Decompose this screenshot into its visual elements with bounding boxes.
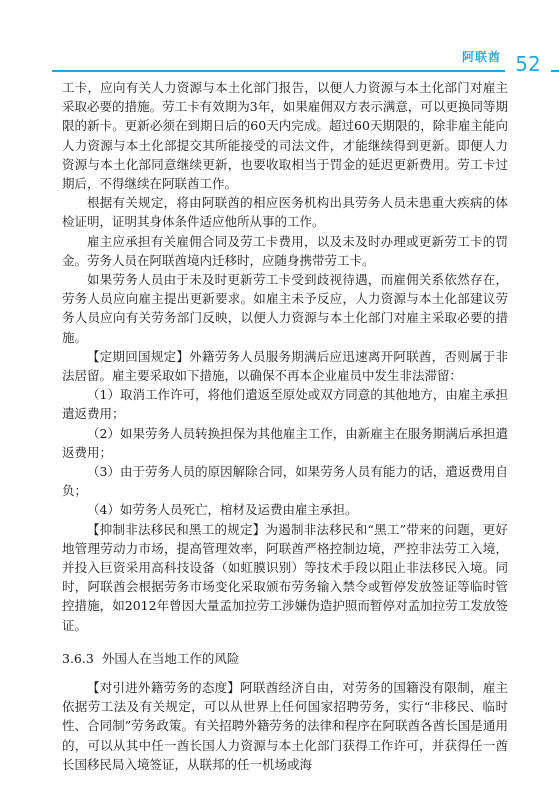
header-rule: [52, 70, 559, 72]
paragraph: 【对引进外籍劳务的态度】阿联酋经济自由，对劳务的国籍没有限制，雇主依据劳工法及有关规定，可以从世界上任何国家招聘劳务，实行“非移民、临时性、合同制”劳务政策。有关招聘外籍劳务的法律和程序在阿联酋各酋长国是通用的，可以从其中任一酋长国人力资源与本土化部门获得工作许可，并获得任一酋长国移民局入境签证，从联邦的任一机场或海: [62, 679, 508, 772]
paragraph: （1）取消工作许可，将他们遣返至原处或双方同意的其他地方，由雇主承担遣返费用；: [62, 387, 508, 422]
paragraph: 根据有关规定，将由阿联酋的相应医务机构出具劳务人员未患重大疾病的体检证明，证明其身体条件适应他所从事的工作。: [62, 195, 508, 230]
paragraph: （4）如劳务人员死亡，棺材及运费由雇主承担。: [87, 502, 358, 518]
paragraph: 如果劳务人员由于未及时更新劳工卡受到歧视待遇，而雇佣关系依然存在，劳务人员应向雇主提出更新要求。如雇主未予反应，人力资源与本土化部建议劳务人员应向有关劳务部门反映，以便人力资源与本土化部门对雇主采取必要的措施。: [62, 272, 508, 345]
paragraph: 雇主应承担有关雇佣合同及劳工卡费用，以及未及时办理或更新劳工卡的罚金。劳务人员在阿联酋境内迁移时，应随身携带劳工卡。: [62, 233, 508, 268]
paragraph-group-top: [62, 78, 508, 635]
section-number: 3.6.3: [62, 650, 94, 666]
section-title: 外国人在当地工作的风险: [101, 650, 240, 666]
paragraph: 工卡，应向有关人力资源与本土化部门报告，以便人力资源与本土化部门对雇主采取必要的措施。劳工卡有效期为3年，如果雇佣双方表示满意，可以更换同等期限的新卡。更新必须在到期日后的60天内完成。超过60天期限的，除非雇主能向人力资源与本土化部提交其所能接受的司法文件，才能继续得到更新。即便人力资源与本土化部同意继续更新，也要收取相当于罚金的延迟更新费用。劳工卡过期后，不得继续在阿联酋工作。: [62, 80, 508, 192]
paragraph: 【定期回国规定】外籍劳务人员服务期满后应迅速离开阿联酋，否则属于非法居留。雇主要采取如下措施，以确保不再本企业雇员中发生非法滞留：: [62, 348, 508, 384]
paragraph: 【抑制非法移民和黑工的规定】为遏制非法移民和“黑工”带来的问题，更好地管理劳动力市场，提高管理效率，阿联酋严格控制边境，严控非法劳工入境，并投入巨资采用高科技设备（如虹膜识别）等技术手段以阻止非法移民入境。同时，阿联酋会根据劳务市场变化采取颁布劳务输入禁令或暂停发放签证等临时管控措施，如2012年曾因大量孟加拉劳工涉嫌伪造护照而暂停对孟加拉劳工发放签证。: [62, 521, 508, 633]
section-heading: [62, 649, 508, 668]
paragraph-group-bottom: [62, 678, 508, 774]
paragraph: （2）如果劳务人员转换担保为其他雇主工作，由新雇主在服务期满后承担遣返费用；: [62, 425, 508, 460]
page-number: 52: [505, 51, 551, 77]
running-title: 阿联酋: [461, 50, 501, 64]
page-header: [0, 0, 559, 82]
body-text: [62, 78, 508, 774]
paragraph: （3）由于劳务人员的原因解除合同，如果劳务人员有能力的话，遣返费用自负；: [62, 464, 508, 499]
